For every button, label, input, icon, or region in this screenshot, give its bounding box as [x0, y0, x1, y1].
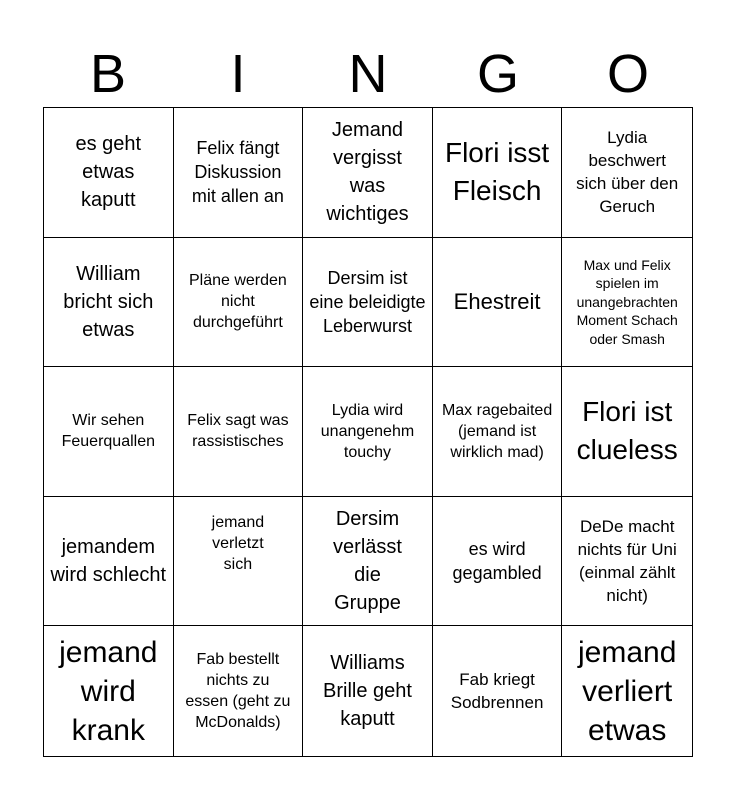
- bingo-cell-1-3[interactable]: [303, 108, 433, 238]
- cell-text: jemand verliert etwas: [577, 635, 677, 747]
- bingo-cell-5-4[interactable]: [433, 626, 563, 756]
- header-letter-o: O: [606, 44, 649, 104]
- cell-text: Flori ist clueless: [576, 396, 678, 466]
- cell-text: Ehestreit: [453, 288, 541, 314]
- cell-text: Pläne werden nicht durchgeführt: [188, 272, 287, 332]
- header-letter-g: G: [476, 44, 519, 104]
- bingo-cell-1-5[interactable]: [562, 108, 692, 238]
- bingo-cell-2-3[interactable]: [303, 238, 433, 368]
- cell-text: Lydia beschwert sich über den Geruch: [576, 128, 679, 217]
- bingo-cell-3-1[interactable]: [44, 367, 174, 497]
- bingo-cell-2-5[interactable]: [562, 238, 692, 368]
- bingo-cell-3-5[interactable]: [562, 367, 692, 497]
- bingo-cell-5-1[interactable]: [44, 626, 174, 756]
- bingo-cell-4-1[interactable]: [44, 497, 174, 627]
- cell-text: Dersim verlässt die Gruppe: [333, 508, 402, 615]
- bingo-cell-5-5[interactable]: [562, 626, 692, 756]
- cell-text: DeDe macht nichts für Uni (einmal zählt nicht): [577, 517, 677, 606]
- bingo-cell-1-2[interactable]: [174, 108, 304, 238]
- bingo-cell-4-2[interactable]: [174, 497, 304, 627]
- cell-text: jemand wird krank: [59, 635, 158, 747]
- cell-text: Williams Brille geht kaputt: [323, 652, 412, 731]
- cell-text: Lydia wird unangenehm touchy: [320, 401, 415, 461]
- bingo-cell-3-4[interactable]: [433, 367, 563, 497]
- cell-text: William bricht sich etwas: [63, 262, 154, 341]
- bingo-cell-3-3[interactable]: [303, 367, 433, 497]
- bingo-cell-4-3[interactable]: [303, 497, 433, 627]
- bingo-cell-2-2[interactable]: [174, 238, 304, 368]
- cell-text: Fab bestellt nichts zu essen (geht zu McDonalds): [185, 651, 291, 732]
- cell-text: Max ragebaited (jemand ist wirklich mad): [441, 401, 553, 461]
- cell-text: Jemand vergisst was wichtiges: [326, 119, 409, 226]
- bingo-cell-5-2[interactable]: [174, 626, 304, 756]
- cell-text: jemandem wird schlecht: [50, 536, 167, 587]
- cell-text: Dersim ist eine beleidigte Leberwurst: [309, 267, 426, 336]
- cell-text: Wir sehen Feuerquallen: [61, 412, 155, 451]
- cell-text: es geht etwas kaputt: [75, 133, 142, 212]
- cell-text: Max und Felix spielen im unangebrachten Moment Schach oder Smash: [576, 256, 678, 347]
- bingo-cell-5-3[interactable]: [303, 626, 433, 756]
- bingo-cell-1-4[interactable]: [433, 108, 563, 238]
- cell-text: Fab kriegt Sodbrennen: [450, 670, 544, 713]
- cell-text: Felix sagt was rassistisches: [187, 412, 289, 451]
- header-letter-n: N: [348, 44, 388, 104]
- bingo-cell-4-4[interactable]: [433, 497, 563, 627]
- bingo-cell-4-5[interactable]: [562, 497, 692, 627]
- bingo-cell-3-2[interactable]: [174, 367, 304, 497]
- header-letter-i: I: [230, 44, 246, 104]
- bingo-cell-2-1[interactable]: [44, 238, 174, 368]
- cell-text: es wird gegambled: [452, 539, 542, 584]
- cell-text: Flori isst Fleisch: [444, 137, 550, 207]
- bingo-cell-1-1[interactable]: [44, 108, 174, 238]
- header-letter-b: B: [89, 44, 127, 104]
- cell-text: jemand verletzt sich: [211, 513, 265, 573]
- bingo-grid: [43, 107, 693, 757]
- bingo-cell-2-4[interactable]: [433, 238, 563, 368]
- cell-text: Felix fängt Diskussion mit allen an: [191, 138, 284, 207]
- bingo-header: [43, 40, 693, 108]
